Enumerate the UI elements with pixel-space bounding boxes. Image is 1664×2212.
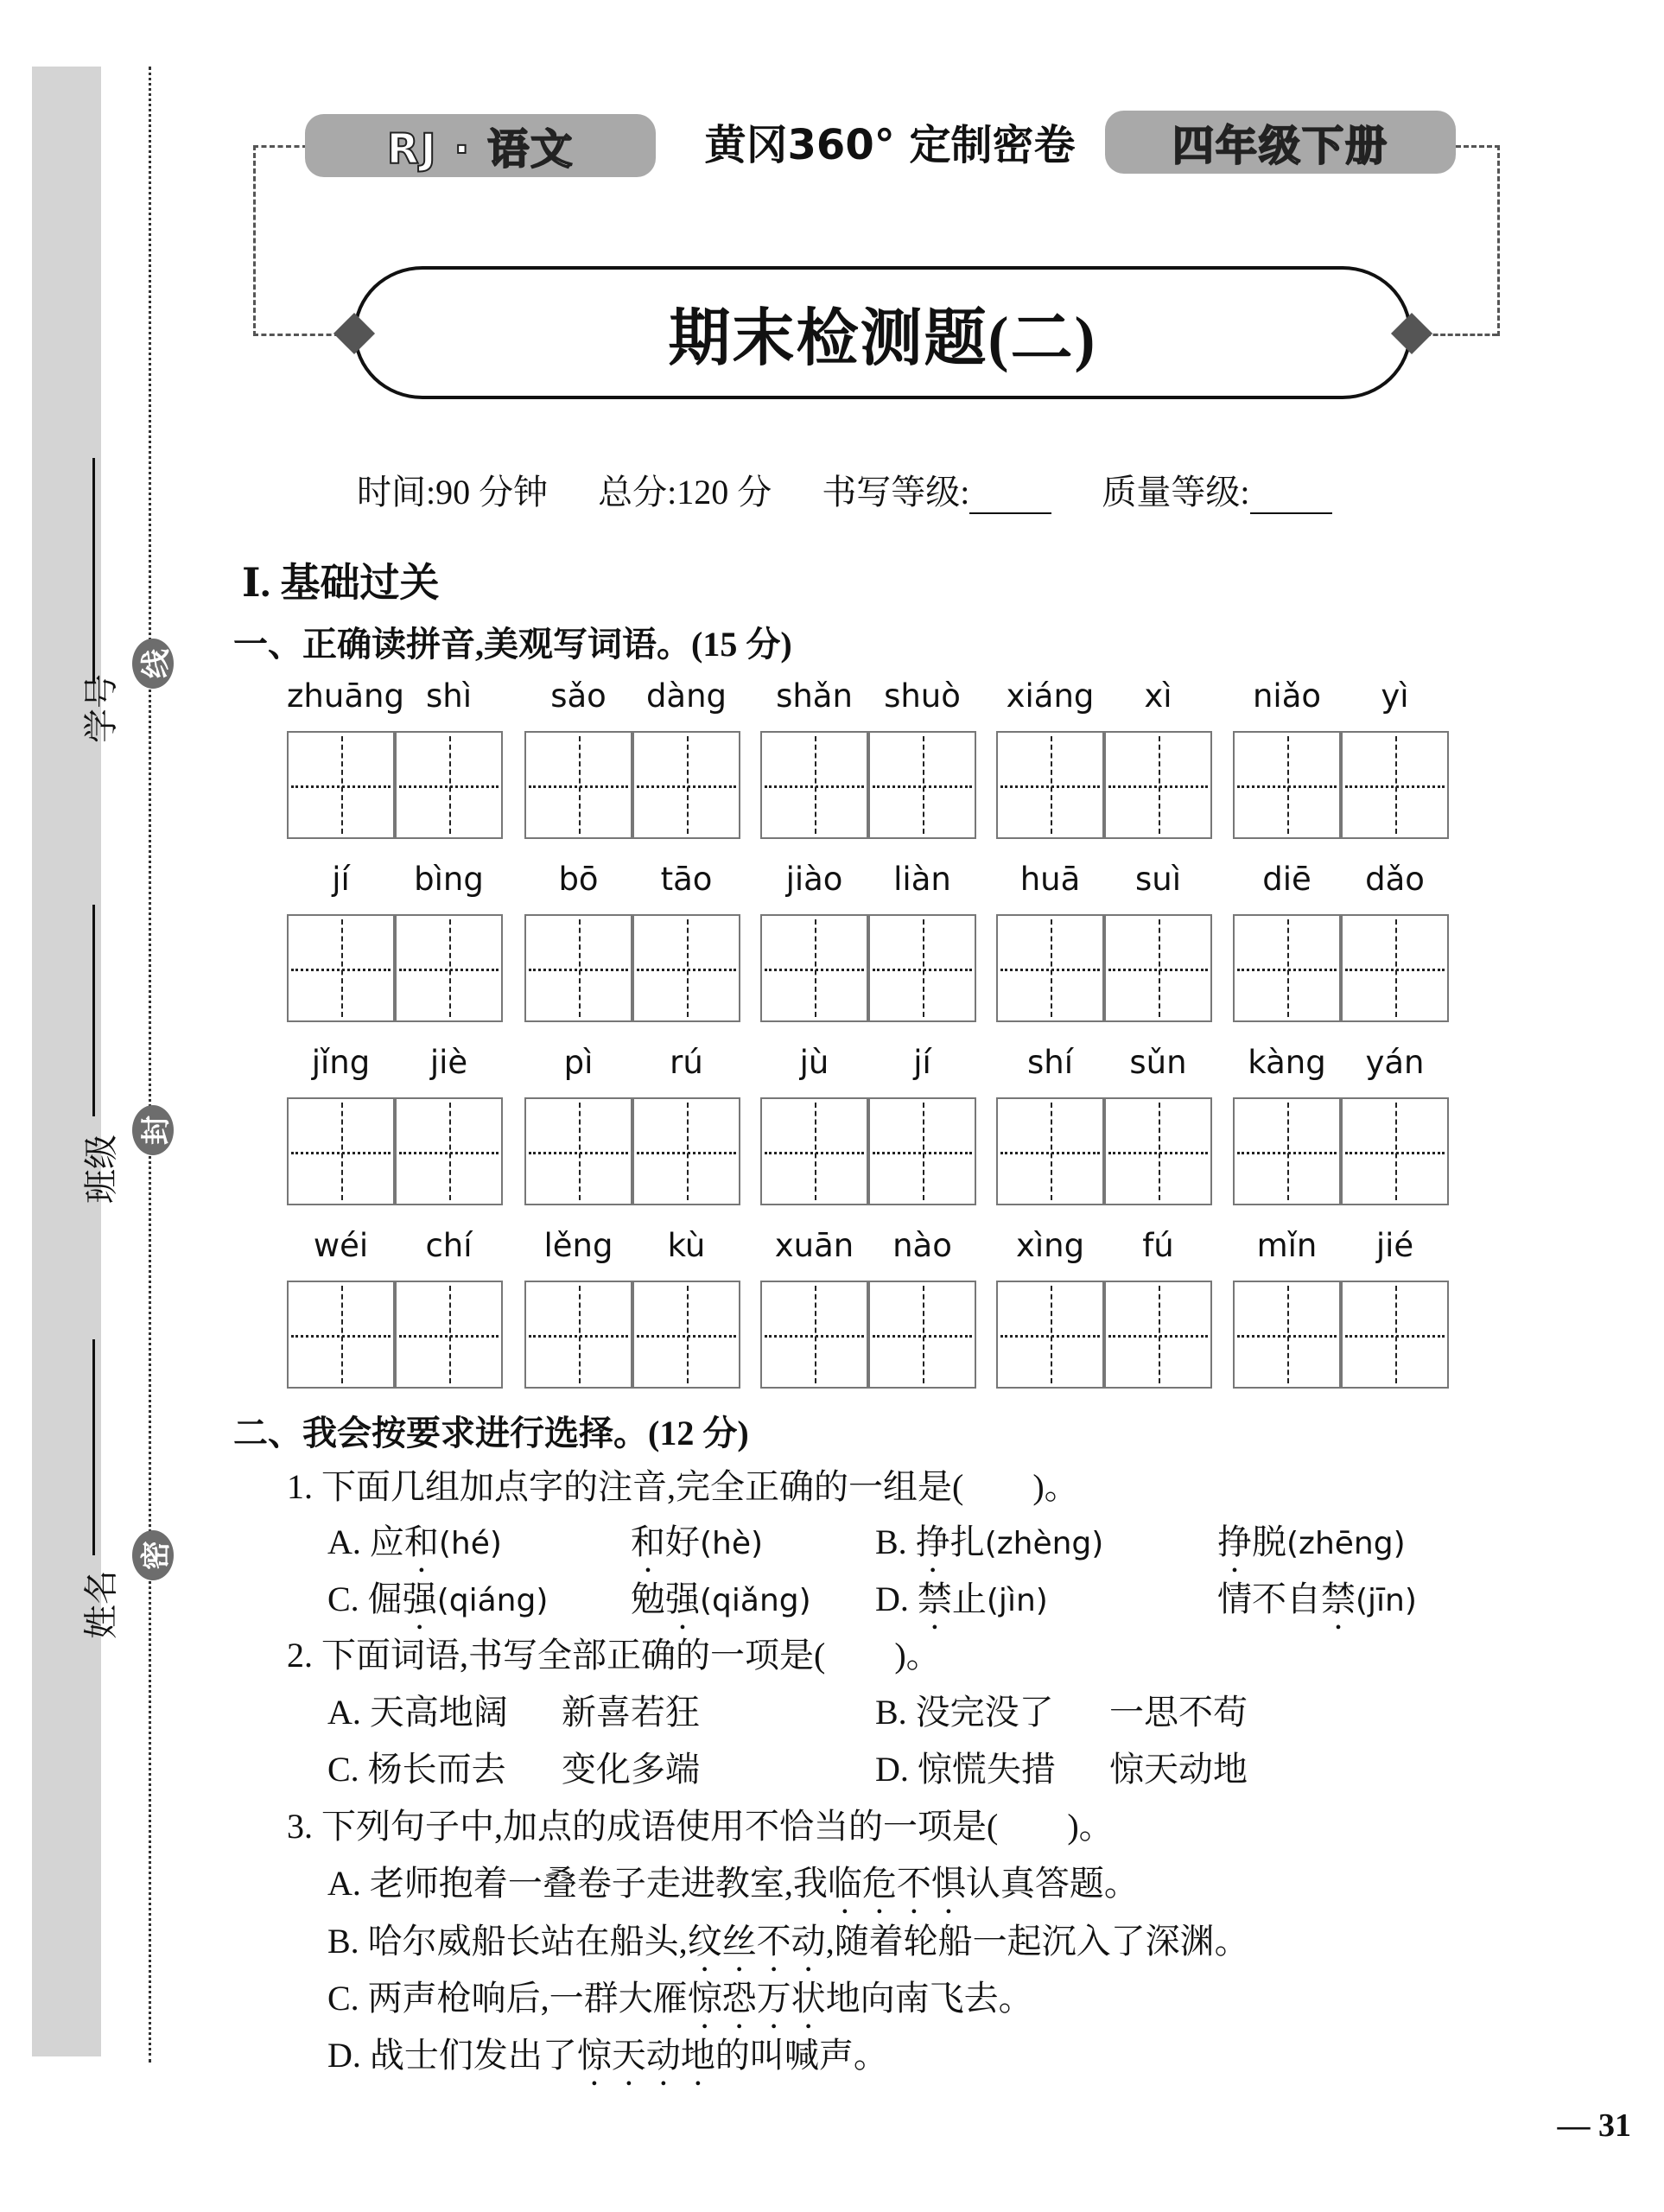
pinyin-label: yì — [1381, 677, 1409, 715]
student-id-label: 学号 — [81, 674, 122, 743]
cell-guide-horizontal — [1000, 785, 1100, 788]
answer-option[interactable] — [327, 1748, 506, 1791]
pinyin-label: sǔn — [1129, 1044, 1187, 1081]
cell-guide-horizontal — [1000, 969, 1100, 971]
question-1-heading: 一、正确读拼音,美观写词语。(15 分) — [233, 625, 792, 664]
total-score: 总分:120 分 — [598, 473, 772, 512]
pinyin-label: nào — [892, 1227, 952, 1264]
pinyin-label: jiè — [429, 1044, 468, 1081]
pinyin-label: dàng — [645, 677, 727, 715]
pinyin-label: bìng — [414, 861, 484, 898]
student-id-line — [92, 458, 95, 683]
text: C. 杨长而去 — [327, 1750, 506, 1789]
pinyin-label: rú — [670, 1044, 703, 1081]
cell-guide-horizontal — [1000, 1335, 1100, 1338]
text: B. 哈尔威船长站在船头, — [327, 1922, 688, 1961]
writing-cell[interactable] — [1233, 914, 1341, 1022]
right-bracket — [1456, 145, 1500, 336]
brand-name: 黄冈360° 定制密卷 — [704, 121, 1076, 169]
left-bracket-bottom — [253, 334, 340, 336]
answer-option[interactable] — [1217, 1578, 1417, 1637]
seal-secret-mark: 密 — [132, 1530, 174, 1580]
text: 惊天动地 — [1109, 1750, 1248, 1789]
binding-strip — [32, 67, 122, 2056]
answer-option[interactable] — [327, 1521, 502, 1580]
pinyin-annotation: (zhēng) — [1286, 1526, 1406, 1561]
pinyin-label: fú — [1142, 1227, 1174, 1264]
pinyin-annotation: (qiáng) — [436, 1583, 549, 1618]
subject-badge: RJ · 语文 — [305, 114, 656, 177]
emphasized-text: 和 — [631, 1522, 665, 1561]
cell-guide-horizontal — [529, 785, 628, 788]
answer-option[interactable] — [875, 1521, 1103, 1580]
cell-guide-horizontal — [291, 785, 391, 788]
text: 扎 — [949, 1522, 985, 1561]
emphasized-text: 惊恐万状 — [687, 1979, 826, 2018]
writing-cell[interactable] — [996, 914, 1104, 1022]
answer-option[interactable] — [1217, 1521, 1406, 1580]
question-stem: 2. 下面词语,书写全部正确的一项是( )。 — [287, 1636, 941, 1675]
pinyin-label: niǎo — [1252, 677, 1322, 715]
writing-cell[interactable] — [524, 1097, 632, 1205]
cell-guide-horizontal — [637, 1335, 736, 1338]
cell-guide-horizontal — [291, 1152, 391, 1154]
answer-option[interactable] — [327, 1862, 1139, 1922]
pinyin-label: shì — [425, 677, 472, 715]
pinyin-label: xiáng — [1006, 677, 1095, 715]
writing-cell[interactable] — [524, 731, 632, 839]
cell-guide-horizontal — [399, 785, 499, 788]
text: 地向南飞去。 — [825, 1979, 1033, 2018]
cell-guide-horizontal — [1237, 969, 1337, 971]
pinyin-label: kù — [667, 1227, 706, 1264]
cell-guide-horizontal — [1237, 1152, 1337, 1154]
cell-guide-horizontal — [529, 1335, 628, 1338]
emphasized-text: 临危不惧 — [827, 1864, 966, 1903]
writing-cell[interactable] — [1104, 1281, 1212, 1389]
pinyin-label: diē — [1262, 861, 1312, 898]
writing-cell[interactable] — [868, 731, 976, 839]
writing-cell[interactable] — [996, 731, 1104, 839]
writing-cell[interactable] — [632, 731, 740, 839]
writing-cell[interactable] — [1341, 1097, 1449, 1205]
cell-guide-horizontal — [1108, 1152, 1208, 1154]
class-line — [92, 905, 95, 1116]
answer-option[interactable] — [631, 1578, 811, 1637]
writing-cell[interactable] — [632, 1281, 740, 1389]
emphasized-text: 纹丝不动 — [687, 1922, 826, 1961]
text: C. 两声枪响后,一群大雁 — [327, 1979, 688, 2018]
writing-cell[interactable] — [1104, 731, 1212, 839]
text: 变化多端 — [562, 1750, 700, 1789]
quality-grade-blank[interactable] — [1250, 483, 1332, 514]
emphasized-text: 挣 — [1217, 1522, 1252, 1561]
seal-line-mark: 线 — [132, 639, 174, 689]
pinyin-label: jǐng — [311, 1044, 371, 1081]
cell-guide-horizontal — [765, 1152, 864, 1154]
writing-cell[interactable] — [287, 1281, 395, 1389]
writing-grade-label: 书写等级: — [822, 473, 970, 512]
writing-cell[interactable] — [287, 731, 395, 839]
pinyin-label: xuān — [774, 1227, 854, 1264]
cell-guide-horizontal — [1108, 785, 1208, 788]
cell-guide-horizontal — [399, 969, 499, 971]
text: A. 老师抱着一叠卷子走进教室,我 — [327, 1864, 828, 1903]
writing-cell[interactable] — [1233, 731, 1341, 839]
text: 勉 — [631, 1580, 665, 1618]
writing-cell[interactable] — [996, 1097, 1104, 1205]
pinyin-annotation: (hé) — [438, 1526, 502, 1561]
pinyin-label: liàn — [893, 861, 951, 898]
answer-option[interactable] — [327, 2034, 888, 2094]
cell-guide-horizontal — [873, 1152, 972, 1154]
cell-guide-horizontal — [873, 785, 972, 788]
text: D. — [875, 1580, 918, 1618]
pinyin-label: shí — [1026, 1044, 1073, 1081]
pinyin-label: jí — [913, 1044, 931, 1081]
title-box — [353, 266, 1412, 399]
pinyin-label: xìng — [1015, 1227, 1085, 1264]
answer-option[interactable] — [631, 1521, 763, 1580]
cell-guide-horizontal — [291, 1335, 391, 1338]
quality-grade-label: 质量等级: — [1102, 473, 1250, 512]
answer-option[interactable] — [327, 1691, 508, 1734]
text: C. 倔 — [327, 1580, 403, 1618]
writing-cell[interactable] — [760, 1097, 868, 1205]
writing-cell[interactable] — [1341, 731, 1449, 839]
quality-grade — [1102, 473, 1331, 512]
cell-guide-horizontal — [1108, 969, 1208, 971]
left-bracket — [253, 145, 308, 336]
cell-guide-horizontal — [529, 1152, 628, 1154]
pinyin-label: sǎo — [550, 677, 607, 715]
text: D. 惊慌失措 — [875, 1750, 1056, 1789]
cell-guide-horizontal — [637, 785, 736, 788]
text: 一思不苟 — [1109, 1693, 1248, 1732]
grade-badge: 四年级下册 — [1105, 111, 1456, 174]
writing-cell[interactable] — [395, 1281, 503, 1389]
writing-cell[interactable] — [632, 914, 740, 1022]
emphasized-text: 强 — [665, 1580, 700, 1618]
text: 的叫喊声。 — [715, 2036, 888, 2075]
question-2-heading: 二、我会按要求进行选择。(12 分) — [233, 1414, 749, 1452]
class-label: 班级 — [81, 1135, 122, 1204]
writing-cell[interactable] — [1104, 1097, 1212, 1205]
writing-grade — [822, 473, 1051, 512]
writing-cell[interactable] — [868, 914, 976, 1022]
writing-cell[interactable] — [287, 914, 395, 1022]
cell-guide-horizontal — [1345, 1152, 1445, 1154]
cell-guide-horizontal — [1108, 1335, 1208, 1338]
cell-guide-horizontal — [637, 969, 736, 971]
page-title: 期末检测题(二) — [668, 304, 1097, 373]
text: 认真答题。 — [965, 1864, 1139, 1903]
emphasized-text: 惊天动地 — [576, 2036, 715, 2075]
pinyin-label: tāo — [660, 861, 713, 898]
writing-cell[interactable] — [1233, 1097, 1341, 1205]
answer-option[interactable] — [875, 1691, 1054, 1734]
seal-seal-mark: 封 — [132, 1105, 174, 1155]
pinyin-label: wéi — [313, 1227, 369, 1264]
cell-guide-horizontal — [1237, 1335, 1337, 1338]
cell-guide-horizontal — [1345, 1335, 1445, 1338]
text: B. — [875, 1522, 916, 1561]
cell-guide-horizontal — [399, 1152, 499, 1154]
writing-cell[interactable] — [524, 1281, 632, 1389]
pinyin-label: jù — [799, 1044, 829, 1081]
answer-option[interactable] — [562, 1691, 700, 1734]
cell-guide-horizontal — [873, 1335, 972, 1338]
pinyin-label: shuò — [884, 677, 961, 715]
answer-option[interactable] — [875, 1578, 1048, 1637]
cell-guide-horizontal — [529, 969, 628, 971]
cell-guide-horizontal — [1000, 1152, 1100, 1154]
writing-grade-blank[interactable] — [969, 483, 1051, 514]
writing-cell[interactable] — [1233, 1281, 1341, 1389]
text: 脱 — [1252, 1522, 1286, 1561]
cell-guide-horizontal — [765, 1335, 864, 1338]
pinyin-label: pì — [563, 1044, 594, 1081]
pinyin-label: mǐn — [1256, 1227, 1318, 1264]
writing-cell[interactable] — [632, 1097, 740, 1205]
text: D. 战士们发出了 — [327, 2036, 577, 2075]
writing-cell[interactable] — [868, 1097, 976, 1205]
pinyin-annotation: (jīn) — [1356, 1583, 1417, 1618]
name-line — [92, 1339, 95, 1555]
pinyin-annotation: (jìn) — [986, 1583, 1048, 1618]
cell-guide-horizontal — [765, 969, 864, 971]
answer-option[interactable] — [1109, 1748, 1248, 1791]
cell-guide-horizontal — [873, 969, 972, 971]
cut-line — [149, 67, 151, 2063]
pinyin-label: jí — [332, 861, 350, 898]
emphasized-text: 禁 — [1321, 1580, 1356, 1618]
emphasized-text: 挣 — [915, 1522, 950, 1561]
text: 止 — [951, 1580, 987, 1618]
text: B. 没完没了 — [875, 1693, 1054, 1732]
pinyin-label: lěng — [543, 1227, 613, 1264]
pinyin-label: kàng — [1248, 1044, 1326, 1081]
page-number: — 31 — [1557, 2107, 1631, 2144]
text: A. 天高地阔 — [327, 1693, 508, 1732]
pinyin-label: suì — [1134, 861, 1181, 898]
writing-cell[interactable] — [287, 1097, 395, 1205]
text: A. 应 — [327, 1522, 404, 1561]
writing-cell[interactable] — [760, 1281, 868, 1389]
cell-guide-horizontal — [291, 969, 391, 971]
cell-guide-horizontal — [765, 785, 864, 788]
writing-cell[interactable] — [395, 731, 503, 839]
part-heading: Ⅰ. 基础过关 — [242, 561, 440, 605]
writing-cell[interactable] — [1341, 914, 1449, 1022]
cell-guide-horizontal — [1345, 969, 1445, 971]
answer-option[interactable] — [327, 1920, 1249, 1980]
cell-guide-horizontal — [1237, 785, 1337, 788]
writing-cell[interactable] — [1104, 914, 1212, 1022]
emphasized-text: 强 — [402, 1580, 437, 1618]
answer-option[interactable] — [1109, 1691, 1248, 1734]
writing-cell[interactable] — [1341, 1281, 1449, 1389]
exam-info — [357, 465, 1374, 514]
writing-cell[interactable] — [996, 1281, 1104, 1389]
emphasized-text: 禁 — [917, 1580, 952, 1618]
text: 情不自 — [1217, 1580, 1321, 1618]
cell-guide-horizontal — [1345, 785, 1445, 788]
writing-cell[interactable] — [760, 731, 868, 839]
cell-guide-horizontal — [637, 1152, 736, 1154]
text: 好 — [665, 1522, 700, 1561]
pinyin-label: huā — [1019, 861, 1081, 898]
writing-cell[interactable] — [395, 914, 503, 1022]
pinyin-label: xì — [1144, 677, 1172, 715]
time-limit: 时间:90 分钟 — [357, 473, 549, 512]
emphasized-text: 和 — [403, 1522, 439, 1561]
pinyin-annotation: (qiǎng) — [700, 1583, 811, 1618]
text: ,随着轮船一起沉入了深渊。 — [825, 1922, 1249, 1961]
pinyin-label: shǎn — [776, 677, 853, 715]
pinyin-label: yán — [1365, 1044, 1425, 1081]
cell-guide-horizontal — [399, 1335, 499, 1338]
answer-option[interactable] — [327, 1578, 548, 1637]
text: 新喜若狂 — [562, 1693, 700, 1732]
pinyin-label: bō — [558, 861, 599, 898]
writing-cell[interactable] — [395, 1097, 503, 1205]
name-label: 姓名 — [81, 1570, 122, 1639]
answer-option[interactable] — [562, 1748, 700, 1791]
writing-cell[interactable] — [868, 1281, 976, 1389]
writing-cell[interactable] — [760, 914, 868, 1022]
question-stem: 3. 下列句子中,加点的成语使用不恰当的一项是( )。 — [287, 1807, 1114, 1846]
pinyin-label: dǎo — [1365, 861, 1425, 898]
pinyin-annotation: (hè) — [700, 1526, 764, 1561]
pinyin-label: chí — [425, 1227, 473, 1264]
right-bracket-bottom — [1426, 334, 1497, 336]
pinyin-label: zhuāng — [287, 677, 404, 715]
answer-option[interactable] — [327, 1977, 1033, 2037]
pinyin-label: jié — [1375, 1227, 1414, 1264]
writing-cell[interactable] — [524, 914, 632, 1022]
pinyin-label: jiào — [785, 861, 843, 898]
question-stem: 1. 下面几组加点字的注音,完全正确的一组是( )。 — [287, 1467, 1079, 1506]
pinyin-annotation: (zhèng) — [984, 1526, 1104, 1561]
answer-option[interactable] — [875, 1748, 1056, 1791]
